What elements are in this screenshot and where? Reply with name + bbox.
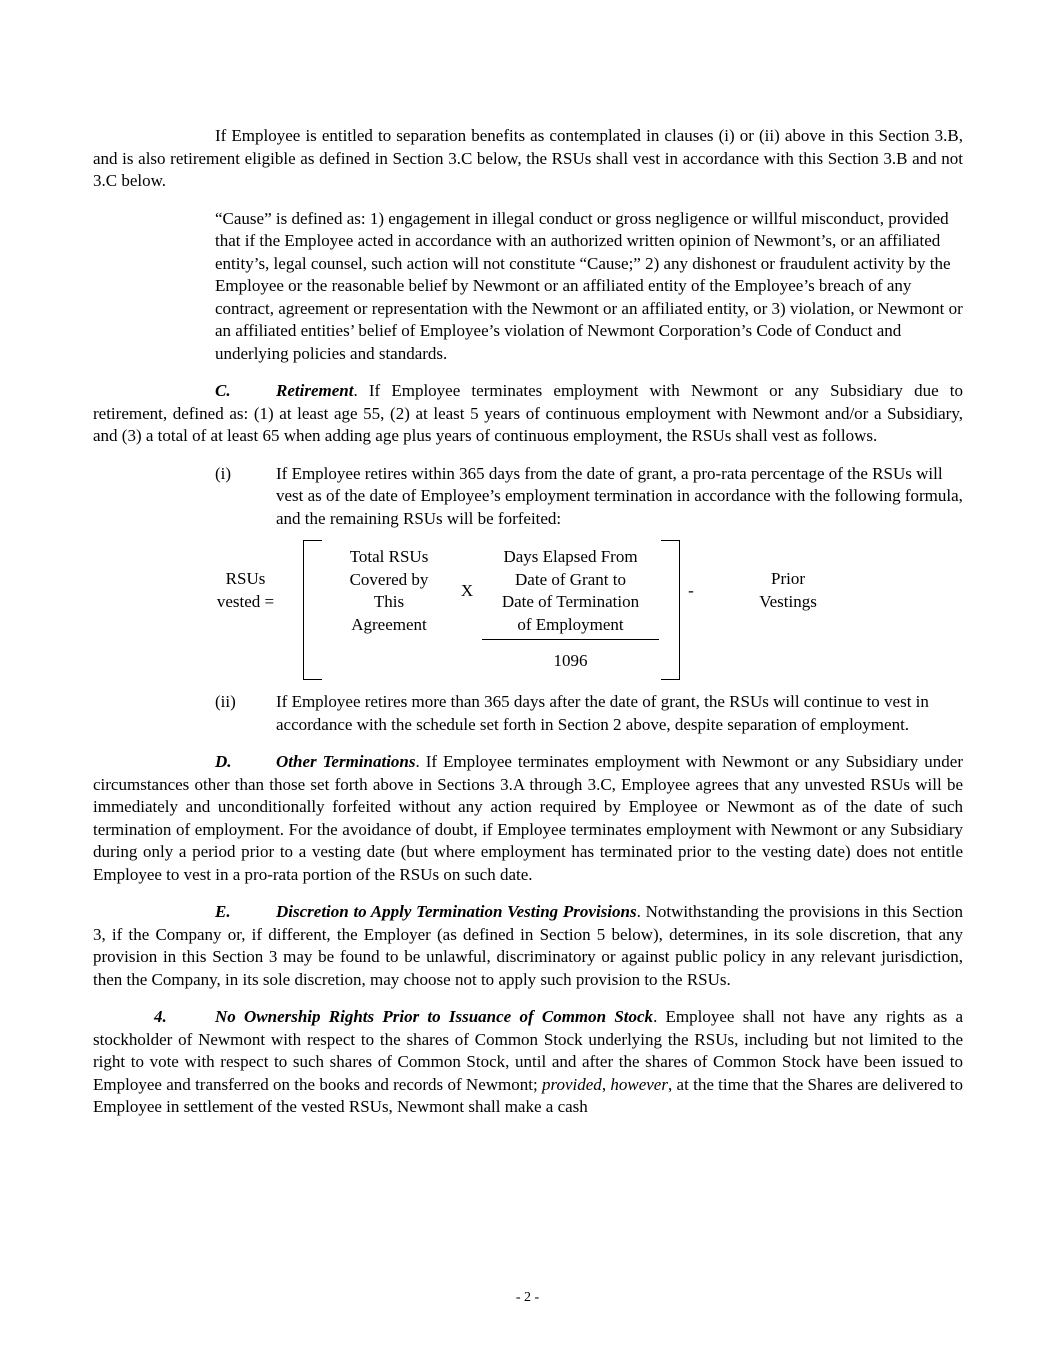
section-e-discretion	[93, 901, 963, 991]
vesting-formula	[93, 538, 963, 688]
formula-total-line1: Total RSUs	[349, 547, 429, 566]
item-i-number: (i)	[215, 463, 232, 483]
section-d-heading: Other Terminations	[276, 752, 416, 771]
section-d-letter: D.	[215, 752, 232, 771]
paragraph-cause-definition: “Cause” is defined as: 1) engagement in illegal conduct or gross negligence or willful misconduct, provided that if the Employee acted in accordance with an authorized written opinion of Newmont’s, or an affiliated entity’s, legal counsel, such action will not constitute “Cause;” 2) any dishonest or fraudulent activity by the Employee or the reasonable belief by Newmont or an affiliated entity of the Employee’s breach of any contract, agreement or representation with the Newmont or an affiliated entity, or 3) violation, or Newmont or an affiliated entities’ belief of Employee’s violation of Newmont Corporation’s Code of Conduct and underlying policies and standards.	[215, 208, 963, 363]
formula-numerator-line2: Date of Grant to	[515, 569, 626, 589]
list-item-ii	[215, 691, 963, 736]
formula-numerator-line1: Days Elapsed From	[503, 547, 638, 566]
section-4-number: 4.	[154, 1007, 167, 1026]
formula-total-line3: This	[373, 592, 405, 611]
formula-right-bracket	[661, 540, 680, 680]
formula-fraction-line	[482, 639, 659, 640]
formula-lhs-line1: RSUs	[225, 569, 266, 588]
section-4-however: however	[610, 1074, 668, 1094]
section-4-text-b: , at the time that the Shares are delivered to Employee in settlement of the vested RSUs, Newmont shall make a cash	[93, 1074, 963, 1116]
section-c-letter: C.	[215, 381, 231, 400]
section-4-ownership-rights	[93, 1006, 963, 1119]
section-4-heading: No Ownership Rights Prior to Issuance of Common Stock	[215, 1007, 654, 1026]
section-4-provided: provided	[542, 1074, 602, 1094]
formula-total-line2: Covered by	[349, 569, 429, 589]
formula-numerator	[482, 546, 659, 636]
formula-total-line4: Agreement	[351, 614, 427, 634]
section-c-text: . If Employee terminates employment with Newmont or any Subsidiary due to retirement, defined as: (1) at least age 55, (2) at least 5 years of continuous employment with Newmont and/or a Subsidiary, and (3) a total of at least 65 when adding age plus years of continuous employment, the RSUs shall vest as follows.	[93, 381, 963, 445]
item-ii-text: If Employee retires more than 365 days after the date of grant, the RSUs will continue to vest in accordance with the schedule set forth in Section 2 above, despite separation of employment.	[276, 692, 929, 734]
document-body	[93, 125, 963, 1119]
formula-numerator-line4: of Employment	[517, 614, 624, 634]
section-e-letter: E.	[215, 902, 231, 921]
section-e-heading: Discretion to Apply Termination Vesting Provisions	[276, 902, 637, 921]
paragraph-separation-benefits: If Employee is entitled to separation benefits as contemplated in clauses (i) or (ii) above in this Section 3.B, and is also retirement eligible as defined in Section 3.C below, the RSUs shall vest in accordance with this Section 3.B and not 3.C below.	[93, 126, 963, 190]
formula-numerator-line3: Date of Termination	[501, 592, 640, 611]
section-c-heading: Retirement	[276, 381, 354, 400]
formula-prior-vestings	[733, 568, 843, 613]
formula-prior-line2: Vestings	[759, 591, 817, 611]
formula-total-rsus	[328, 546, 450, 636]
item-i-text: If Employee retires within 365 days from the date of grant, a pro-rata percentage of the RSUs will vest as of the date of Employee’s employment termination in accordance with the following formula, and the remaining RSUs will be forfeited:	[276, 463, 963, 528]
section-c-retirement	[93, 380, 963, 448]
page-number: - 2 -	[515, 1290, 540, 1305]
section-4-comma: ,	[601, 1074, 611, 1094]
item-ii-number: (ii)	[215, 692, 236, 711]
formula-minus-sign: -	[688, 581, 694, 600]
formula-left-bracket	[303, 540, 322, 680]
section-d-other-terminations	[93, 751, 963, 886]
formula-lhs-line2: vested =	[216, 591, 275, 611]
formula-denominator: 1096	[553, 651, 588, 670]
formula-lhs	[198, 568, 293, 613]
list-item-i	[215, 463, 963, 531]
formula-times-sign: X	[460, 581, 474, 600]
formula-prior-line1: Prior	[771, 569, 805, 588]
section-d-text: . If Employee terminates employment with Newmont or any Subsidiary under circumstances other than those set forth above in Sections 3.A through 3.C, Employee agrees that any unvested RSUs will be immediately and unconditionally forfeited without any action required by Employee or Newmont as of the date of such termination of employment. For the avoidance of doubt, if Employee terminates employment with Newmont or any Subsidiary during only a period prior to a vesting date (but where employment has terminated prior to the vesting date) does not entitle Employee to vest in a pro-rata portion of the RSUs on such date.	[93, 752, 963, 884]
section-4-text-a: . Employee shall not have any rights as a stockholder of Newmont with respect to the shares of Common Stock underlying the RSUs, including but not limited to the right to vote with respect to such shares of Common Stock, until and after the shares of Common Stock have been issued to Employee and transferred on the books and records of Newmont;	[93, 1007, 963, 1094]
section-e-text: . Notwithstanding the provisions in this Section 3, if the Company or, if different, the Employer (as defined in Section 5 below), determines, in its sole discretion, that any provision in this Section 3 may be found to be unlawful, discriminatory or against public policy in any relevant jurisdiction, then the Company, in its sole discretion, may choose not to apply such provision to the RSUs.	[93, 902, 964, 989]
